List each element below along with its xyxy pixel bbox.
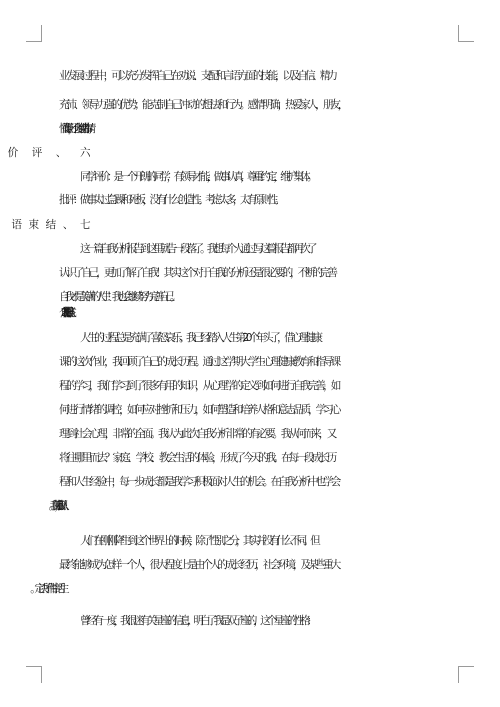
text-line: 课的这次作业， 我回顾了自己的成长历程。通过这学期大学生心理健康教育和指导课 [59, 356, 339, 368]
text-line: 人生的过程总是充满了喜怒哀乐。 我已经踏入人生第 20 个年头了， 借心理健康 [80, 332, 320, 344]
text-line: 曾经有一度，我很迷有关星座的信息，明白了我是双子座的，这个星座的性格： [80, 615, 314, 627]
crop-mark-bottom-right-vertical [458, 666, 459, 683]
crop-mark-top-right-vertical [458, 25, 459, 42]
text-line: 程的学习，我们学习到 了很多有用的知识，从心理学的定义到如何进行自我完善，如 [59, 380, 339, 392]
text-line: 懂得谦让，不会随情绪办事情。 [59, 123, 91, 135]
crop-mark-top-left-vertical [41, 25, 42, 42]
text-line: 理到社会心理，非常的全面。我认为 此次自我分析非常的有必要。 我从何而来， 又 [59, 428, 335, 440]
text-line: 充沛、领导力强的优势；能克制自己冲动的想法和行为。感情明确，热爱家人，朋友， [59, 99, 346, 111]
text-line: 批评：做事太过急躁和死板，没有什么创造性。考虑太多，太有原则性。 [59, 194, 282, 206]
text-line [59, 499, 500, 513]
text-line: 程和人生经验中，每一步成长都是我学习积极面对人生的 机会。在自我分析中也学会 [59, 476, 339, 488]
crop-mark-bottom-left-vertical [41, 666, 42, 683]
text-line: 最终能够成为怎样一个人，很大程度上是由个人的成 长经历，社会环境，及某些重大 [59, 559, 339, 571]
crop-mark-top-left-horizontal [26, 41, 42, 42]
text-line: 人们在刚刚降生到这个世界上的时候，除了性别之分，其实并没 有什么不同。但 [80, 535, 317, 547]
text-line: 自我才是美满的人生！我也会继续努力完善自己。 [59, 291, 176, 303]
crop-mark-bottom-left-horizontal [26, 666, 42, 667]
section-heading [80, 146, 500, 160]
text-line: 这一篇自我分析报告到这里就告一段落了。我想每个人通过写这篇报告都再次了 [80, 243, 314, 255]
text-line: 何进行情绪的调控，如何应对 挫折和压力，如何塑造和培养人格和意志品质，学习心 [59, 404, 339, 416]
text-line [59, 582, 500, 596]
crop-mark-bottom-right-horizontal [458, 666, 474, 667]
crop-mark-top-right-horizontal [458, 41, 474, 42]
text-line: 同学评价：是一个开朗的同学，有领导才能，做事认真，尊重约定，维护集体。 [80, 171, 314, 183]
subtitle-heading [59, 306, 500, 320]
section-heading [80, 218, 500, 232]
text-line: 将往哪里而去？家庭、 学校、 教会生活的体验， 形成了今天的我。在每一段成长历 [59, 452, 335, 464]
text-line: 业发展过程中，可以充分发挥自己在劝说、支配和言语方面的技能，以及自信、精力 [59, 70, 335, 82]
text-line: 认识了自己，更加了解了自我！其实这个对于自我的分析还是很必要的，不断的完善 [59, 267, 335, 279]
